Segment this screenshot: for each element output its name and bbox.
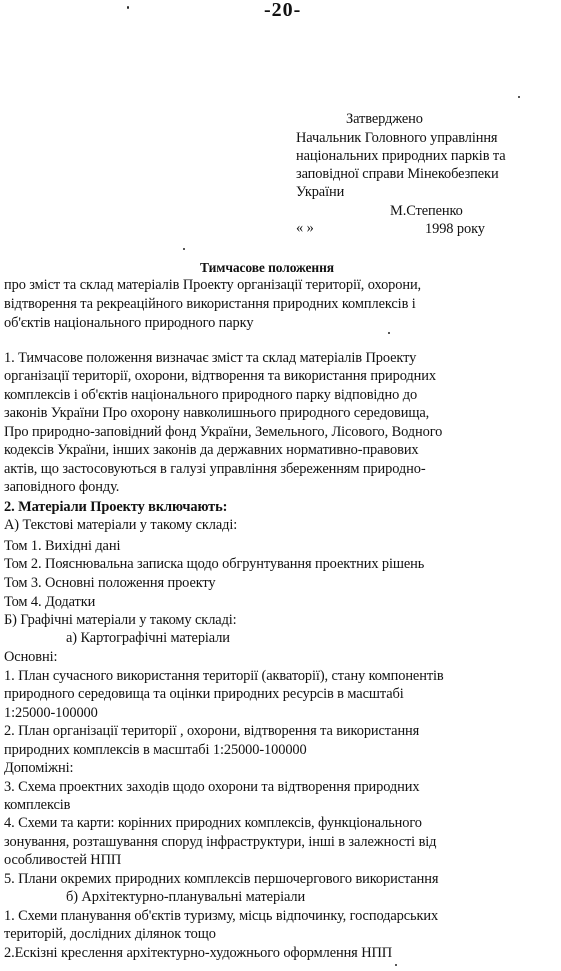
body-line: а) Картографічні матеріали [66,630,230,646]
body-line: Основні: [4,649,58,665]
approval-signer: М.Степенко [390,203,463,219]
body-line: організації території, охорони, відтворення та використання природних [4,368,436,384]
approval-line: України [296,184,345,200]
body-line: Про природно-заповідний фонд України, Земельного, Лісового, Водного [4,424,443,440]
body-line: комплексів [4,797,71,813]
body-line: Том 3. Основні положення проекту [4,575,216,591]
body-line: актів, що застосовуються в галузі управління збереженням природно- [4,461,426,477]
scan-speck [518,96,520,98]
approval-line: Начальник Головного управління [296,130,498,146]
subtitle-line: об'єктів національного природного парку [4,315,254,331]
body-line: б) Архітектурно-планувальні матеріали [66,889,306,905]
body-line: 1. Тимчасове положення визначає зміст та склад матеріалів Проекту [4,350,417,366]
body-line: 1. План сучасного використання території (акваторії), стану компонентів [4,668,444,684]
approval-line: заповідної справи Мінекобезпеки [296,166,499,182]
body-line: заповідного фонду. [4,479,120,495]
page-number: -20- [264,0,302,21]
approval-date-year: 1998 року [425,221,485,237]
approval-line: національних природних парків та [296,148,506,164]
body-line: особливостей НПП [4,852,122,868]
body-line: територій, дослідних ділянок тощо [4,926,216,942]
body-line: А) Текстові матеріали у такому складі: [4,517,238,533]
subtitle-line: відтворення та рекреаційного використання природних комплексів і [4,296,416,312]
body-line: природного середовища та оцінки природних ресурсів в масштабі [4,686,404,702]
body-line: Б) Графічні матеріали у такому складі: [4,612,237,628]
body-line: законів України Про охорону навколишнього природного середовища, [4,405,430,421]
body-line: Том 1. Вихідні дані [4,538,121,554]
body-line: 2. План організації території , охорони, відтворення та використання [4,723,420,739]
body-line: Том 4. Додатки [4,594,96,610]
scan-speck [183,248,185,250]
section-heading: 2. Матеріали Проекту включають: [4,499,228,515]
scan-speck [127,6,129,9]
approval-title: Затверджено [346,111,423,127]
scan-speck [395,964,397,966]
body-line: 5. Плани окремих природних комплексів першочергового використання [4,871,439,887]
body-line: 3. Схема проектних заходів щодо охорони та відтворення природних [4,779,420,795]
body-line: 1:25000-100000 [4,705,98,721]
body-line: Допоміжні: [4,760,74,776]
scan-speck [388,332,390,334]
body-line: кодексів України, інших законів да державних нормативно-правових [4,442,419,458]
body-line: 4. Схеми та карти: корінних природних комплексів, функціонального [4,815,422,831]
body-line: природних комплексів в масштабі 1:25000-100000 [4,742,307,758]
body-line: зонування, розташування споруд інфраструктури, інші в залежності від [4,834,437,850]
body-line: 2.Ескізні креслення архітектурно-художнього оформлення НПП [4,945,393,961]
body-line: 1. Схеми планування об'єктів туризму, місць відпочинку, господарських [4,908,439,924]
body-line: Том 2. Пояснювальна записка щодо обгрунтування проектних рішень [4,556,425,572]
approval-date-quotes: « » [296,220,314,236]
document-heading: Тимчасове положення [200,260,334,275]
subtitle-line: про зміст та склад матеріалів Проекту організації території, охорони, [4,277,422,293]
body-line: комплексів і об'єктів національного природного парку відповідно до [4,387,418,403]
